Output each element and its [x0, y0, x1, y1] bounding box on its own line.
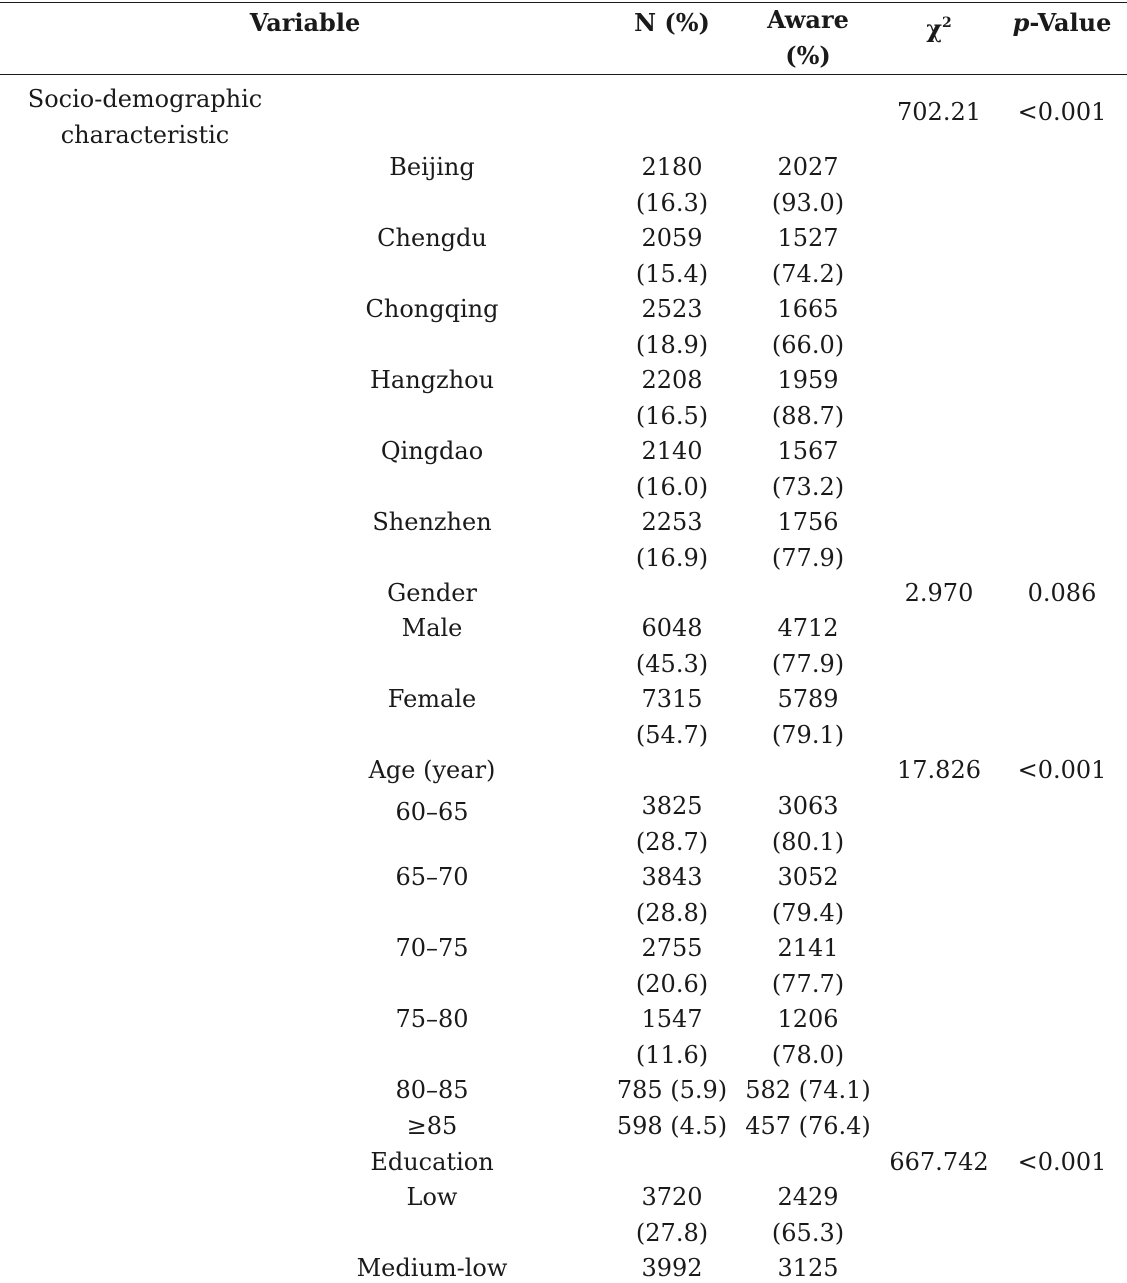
row-n-percent: (20.6) — [635, 970, 709, 998]
row-aware-count: 1206 — [777, 1005, 839, 1033]
row-aware-percent: (77.9) — [771, 544, 845, 572]
section-chi-value: 702.21 — [897, 98, 981, 126]
row-variable: 65–70 — [395, 863, 469, 891]
row-n-count: 2253 — [641, 508, 703, 536]
row-n-percent: (45.3) — [635, 650, 709, 678]
row-variable: Hangzhou — [369, 366, 495, 394]
row-n-count: 598 (4.5) — [616, 1112, 728, 1140]
row-n-percent: (28.7) — [635, 828, 709, 856]
row-n-count: 2208 — [641, 366, 703, 394]
row-variable: Female — [387, 685, 477, 713]
row-aware-percent: (77.7) — [771, 970, 845, 998]
row-aware-count: 5789 — [777, 685, 839, 713]
section-p-value: <0.001 — [1017, 98, 1107, 126]
header-n-percent: N (%) — [634, 8, 710, 37]
row-aware-percent: (93.0) — [771, 189, 845, 217]
row-n-count: 2059 — [641, 224, 703, 252]
group-p-value: <0.001 — [1017, 1148, 1107, 1176]
header-aware — [767, 2, 849, 74]
row-variable: Qingdao — [380, 437, 484, 465]
row-aware-percent: (79.1) — [771, 721, 845, 749]
row-n-count: 785 (5.9) — [616, 1076, 728, 1104]
row-n-count: 1547 — [641, 1005, 703, 1033]
row-n-count: 2755 — [641, 934, 703, 962]
row-aware-count: 3063 — [777, 792, 839, 820]
row-aware-count: 2429 — [777, 1183, 839, 1211]
row-aware-count: 1665 — [777, 295, 839, 323]
row-aware-percent: (74.2) — [771, 260, 845, 288]
row-n-percent: (16.3) — [635, 189, 709, 217]
row-n-percent: (15.4) — [635, 260, 709, 288]
section-label — [15, 81, 275, 153]
p-italic: p — [1012, 8, 1030, 37]
row-n-percent: (18.9) — [635, 331, 709, 359]
row-aware-percent: (73.2) — [771, 473, 845, 501]
row-aware-percent: (77.9) — [771, 650, 845, 678]
group-chi-value: 2.970 — [904, 579, 974, 607]
row-aware-percent: (66.0) — [771, 331, 845, 359]
row-n-count: 3720 — [641, 1183, 703, 1211]
section-label-line1: Socio-demographic — [27, 85, 263, 113]
row-n-count: 3825 — [641, 792, 703, 820]
row-variable: ≥85 — [406, 1112, 458, 1140]
top-rule — [0, 2, 1127, 3]
row-n-percent: (16.0) — [635, 473, 709, 501]
row-aware-percent: (88.7) — [771, 402, 845, 430]
row-variable: 70–75 — [395, 934, 469, 962]
row-n-percent: (28.8) — [635, 899, 709, 927]
group-p-value: 0.086 — [1027, 579, 1097, 607]
row-variable: Shenzhen — [372, 508, 492, 536]
row-variable: Medium-low — [356, 1254, 508, 1282]
row-variable: 80–85 — [395, 1076, 469, 1104]
row-n-count: 2523 — [641, 295, 703, 323]
header-aware-line2: (%) — [785, 41, 831, 70]
header-chi-square — [926, 8, 952, 44]
group-p-value: <0.001 — [1017, 756, 1107, 784]
group-chi-value: 667.742 — [889, 1148, 989, 1176]
chi-superscript: 2 — [942, 15, 952, 31]
chi-symbol: χ — [926, 14, 943, 43]
group-variable: Education — [370, 1148, 494, 1176]
row-aware-percent: (80.1) — [771, 828, 845, 856]
row-n-count: 3992 — [641, 1254, 703, 1282]
header-aware-line1: Aware — [767, 5, 849, 34]
row-aware-count: 457 (76.4) — [745, 1112, 871, 1140]
row-n-count: 3843 — [641, 863, 703, 891]
header-variable: Variable — [249, 8, 361, 37]
row-variable: 75–80 — [395, 1005, 469, 1033]
row-aware-count: 582 (74.1) — [745, 1076, 871, 1104]
row-aware-count: 2141 — [777, 934, 839, 962]
row-n-count: 7315 — [641, 685, 703, 713]
row-n-count: 2180 — [641, 153, 703, 181]
p-rest: -Value — [1029, 8, 1112, 37]
group-variable: Age (year) — [368, 756, 496, 784]
row-aware-count: 1567 — [777, 437, 839, 465]
row-aware-count: 1756 — [777, 508, 839, 536]
row-aware-count: 4712 — [777, 614, 839, 642]
row-variable: Male — [401, 614, 463, 642]
group-variable: Gender — [387, 579, 477, 607]
row-n-percent: (11.6) — [635, 1041, 709, 1069]
row-n-percent: (27.8) — [635, 1219, 709, 1247]
row-n-percent: (16.9) — [635, 544, 709, 572]
row-aware-count: 1959 — [777, 366, 839, 394]
row-aware-percent: (78.0) — [771, 1041, 845, 1069]
row-variable: Beijing — [389, 153, 475, 181]
row-aware-count: 2027 — [777, 153, 839, 181]
section-label-line2: characteristic — [60, 121, 230, 149]
header-rule — [0, 74, 1127, 75]
row-aware-percent: (65.3) — [771, 1219, 845, 1247]
row-aware-count: 3125 — [777, 1254, 839, 1282]
row-variable: Low — [406, 1183, 458, 1211]
row-variable: Chongqing — [365, 295, 499, 323]
row-aware-count: 1527 — [777, 224, 839, 252]
group-chi-value: 17.826 — [897, 756, 981, 784]
row-n-count: 2140 — [641, 437, 703, 465]
row-variable: 60–65 — [395, 798, 469, 826]
row-n-percent: (54.7) — [635, 721, 709, 749]
row-aware-percent: (79.4) — [771, 899, 845, 927]
header-p-value — [1013, 8, 1112, 38]
row-n-percent: (16.5) — [635, 402, 709, 430]
row-aware-count: 3052 — [777, 863, 839, 891]
row-variable: Chengdu — [377, 224, 487, 252]
row-n-count: 6048 — [641, 614, 703, 642]
